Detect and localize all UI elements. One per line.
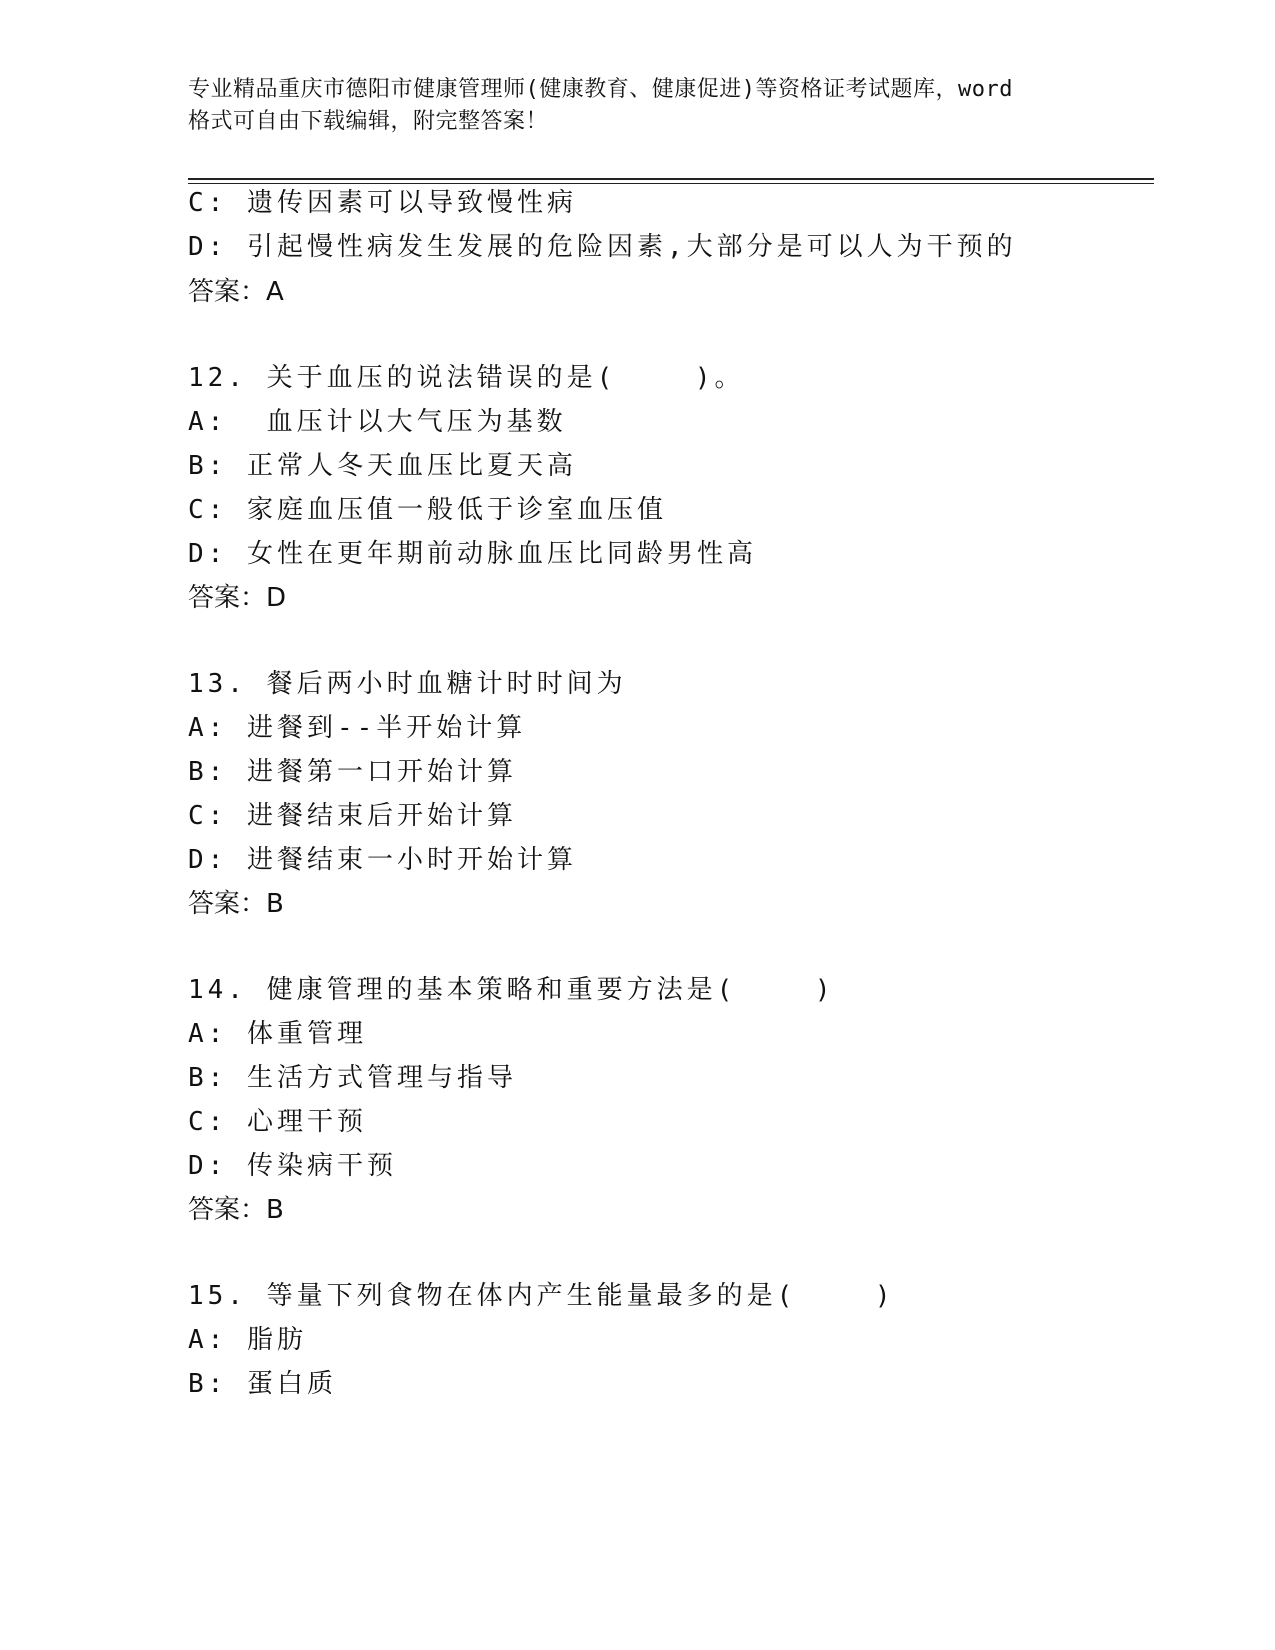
q12-option-b: B: 正常人冬天血压比夏天高 bbox=[188, 451, 577, 481]
q15-option-b: B: 蛋白质 bbox=[188, 1369, 337, 1399]
q14-option-c: C: 心理干预 bbox=[188, 1107, 367, 1137]
q13-option-d: D: 进餐结束一小时开始计算 bbox=[188, 845, 577, 875]
q12-stem: 12. 关于血压的说法错误的是( )。 bbox=[188, 363, 745, 393]
q14-answer: 答案：B bbox=[188, 1195, 284, 1225]
q13-option-a: A: 进餐到--半开始计算 bbox=[188, 713, 527, 743]
q11-option-d: D: 引起慢性病发生发展的危险因素,大部分是可以人为干预的 bbox=[188, 232, 1017, 262]
q13-stem: 13. 餐后两小时血糖计时时间为 bbox=[188, 669, 627, 699]
q15-stem: 15. 等量下列食物在体内产生能量最多的是( ) bbox=[188, 1281, 895, 1311]
q13-option-c: C: 进餐结束后开始计算 bbox=[188, 801, 517, 831]
q12-option-d: D: 女性在更年期前动脉血压比同龄男性高 bbox=[188, 539, 757, 569]
q13-option-b: B: 进餐第一口开始计算 bbox=[188, 757, 517, 787]
q15-option-a: A: 脂肪 bbox=[188, 1325, 307, 1355]
header-line-2: 格式可自由下载编辑，附完整答案！ bbox=[188, 109, 549, 134]
q14-option-d: D: 传染病干预 bbox=[188, 1151, 397, 1181]
q11-option-c: C: 遗传因素可以导致慢性病 bbox=[188, 188, 577, 218]
header-divider-thin bbox=[188, 183, 1154, 184]
q14-option-a: A: 体重管理 bbox=[188, 1019, 367, 1049]
q12-option-a: A: 血压计以大气压为基数 bbox=[188, 407, 567, 437]
header-line-1: 专业精品重庆市德阳市健康管理师(健康教育、健康促进)等资格证考试题库，word bbox=[188, 77, 1013, 102]
header-divider-thick bbox=[188, 178, 1154, 180]
document-header bbox=[188, 74, 1088, 138]
q12-answer: 答案：D bbox=[188, 583, 287, 613]
q14-stem: 14. 健康管理的基本策略和重要方法是( ) bbox=[188, 975, 835, 1005]
q12-option-c: C: 家庭血压值一般低于诊室血压值 bbox=[188, 495, 667, 525]
q14-option-b: B: 生活方式管理与指导 bbox=[188, 1063, 517, 1093]
q13-answer: 答案：B bbox=[188, 889, 284, 919]
q11-answer: 答案：A bbox=[188, 277, 284, 307]
